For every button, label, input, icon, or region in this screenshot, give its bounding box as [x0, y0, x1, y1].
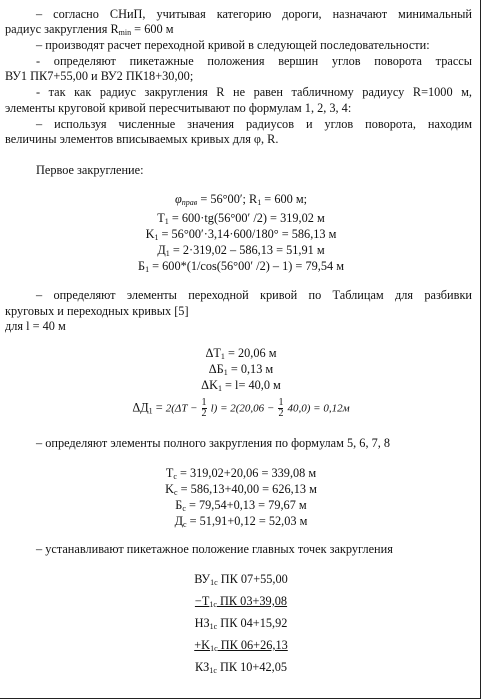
paragraph-transition-tables-cont: круговых и переходных кривых [5] [5, 304, 189, 318]
picket-plus-k: $+K_{1с}$ ПК 06+26,13 [194, 638, 288, 653]
paragraph-using-values: – используя численные значения радиусов и углов поворота, находим [36, 117, 472, 131]
formula-delta-t: $\Delta T_1 = 20,06$ м [205, 346, 277, 361]
formula-delta-b: $\Delta Б_1 = 0,13$ м [208, 362, 274, 377]
paragraph-transition-tables: – определяют элементы переходной кривой по Таблицам для разбивки [36, 288, 472, 302]
paragraph-snip: – согласно СНиП, учитывая категорию дороги, назначают минимальный [36, 7, 472, 21]
formula-angle-radius: $\varphi_{прав} = 56^\circ 00'$; $R_1 = 600$ м; [174, 192, 308, 207]
picket-nz: $НЗ_{1с}$ ПК 04+15,92 [194, 616, 288, 631]
formula-tc: $T_c = 319,02+20,06 = 339,08$ м [165, 466, 317, 481]
picket-kz: $КЗ_{1с}$ ПК 10+42,05 [194, 660, 288, 675]
paragraph-full-curve: – определяют элементы полного закругления по формулам 5, 6, 7, 8 [36, 436, 391, 450]
formula-delta-d: $\Delta Д_1 = 2(\Delta T$ − $\frac{1}{2}$ l) = 2(20,06 − $\frac{1}{2}$ 40,0) = 0,12м [132, 397, 350, 419]
formula-tangent: $T_1 = 600\cdot tg(56^\circ 00'$ /2) = 319,02 м [157, 211, 325, 226]
heading-first-curve: Первое закругление: [36, 163, 144, 177]
paragraph-main-points: – устанавливают пикетажное положение главных точек закругления [36, 542, 393, 556]
picket-vu: $ВУ_{1с}$ ПК 07+55,00 [194, 572, 288, 587]
paragraph-radius-note-cont: элементы круговой кривой пересчитывают по формулам 1, 2, 3, 4: [5, 101, 352, 115]
formula-dc: $Д_c = 51,91+0,12 = 52,03$ м [174, 514, 308, 529]
fraction-half-2: $\frac{1}{2}$ [278, 397, 284, 419]
fraction-half: $\frac{1}{2}$ [201, 397, 207, 419]
paragraph-calc-order: – производят расчет переходной кривой в следующей последовательности: [36, 38, 430, 52]
paragraph-l-value: для l = 40 м [5, 319, 66, 333]
formula-curve-length: $K_1 = 56^\circ 00'\cdot 3,14\cdot 600/180^\circ = 586,13$ м [145, 227, 337, 242]
formula-bc: $Б_c = 79,54+0,13 = 79,67$ м [175, 498, 307, 513]
paragraph-picket-positions-cont: ВУ1 ПК7+55,00 и ВУ2 ПК18+30,00; [5, 69, 194, 83]
formula-bisector: $Б_1 = 600*(1/\cos(56^\circ 00'$ /2) – 1) = 79,54 м [138, 259, 344, 274]
formula-domer: $Д_1 = 2\cdot 319,02 - 586,13 = 51,91$ м [157, 243, 325, 258]
picket-minus-t: $-T_{1с}$ ПК 03+39,08 [194, 594, 288, 609]
paragraph-using-values-cont: величины элементов вписываемых кривых для φ, R. [5, 132, 279, 146]
paragraph-radius-note: - так как радиус закругления R не равен табличному радиусу R=1000 м, [36, 85, 472, 99]
paragraph-snip-cont: радиус закругления $R_{min} = 600$ м [5, 22, 174, 37]
formula-kc: $K_c = 586,13+40,00 = 626,13$ м [165, 482, 317, 497]
paragraph-picket-positions: - определяют пикетажные положения вершин углов поворота трассы [36, 54, 472, 68]
formula-delta-k: $\Delta K_1 = l= 40,0$ м [201, 378, 281, 393]
